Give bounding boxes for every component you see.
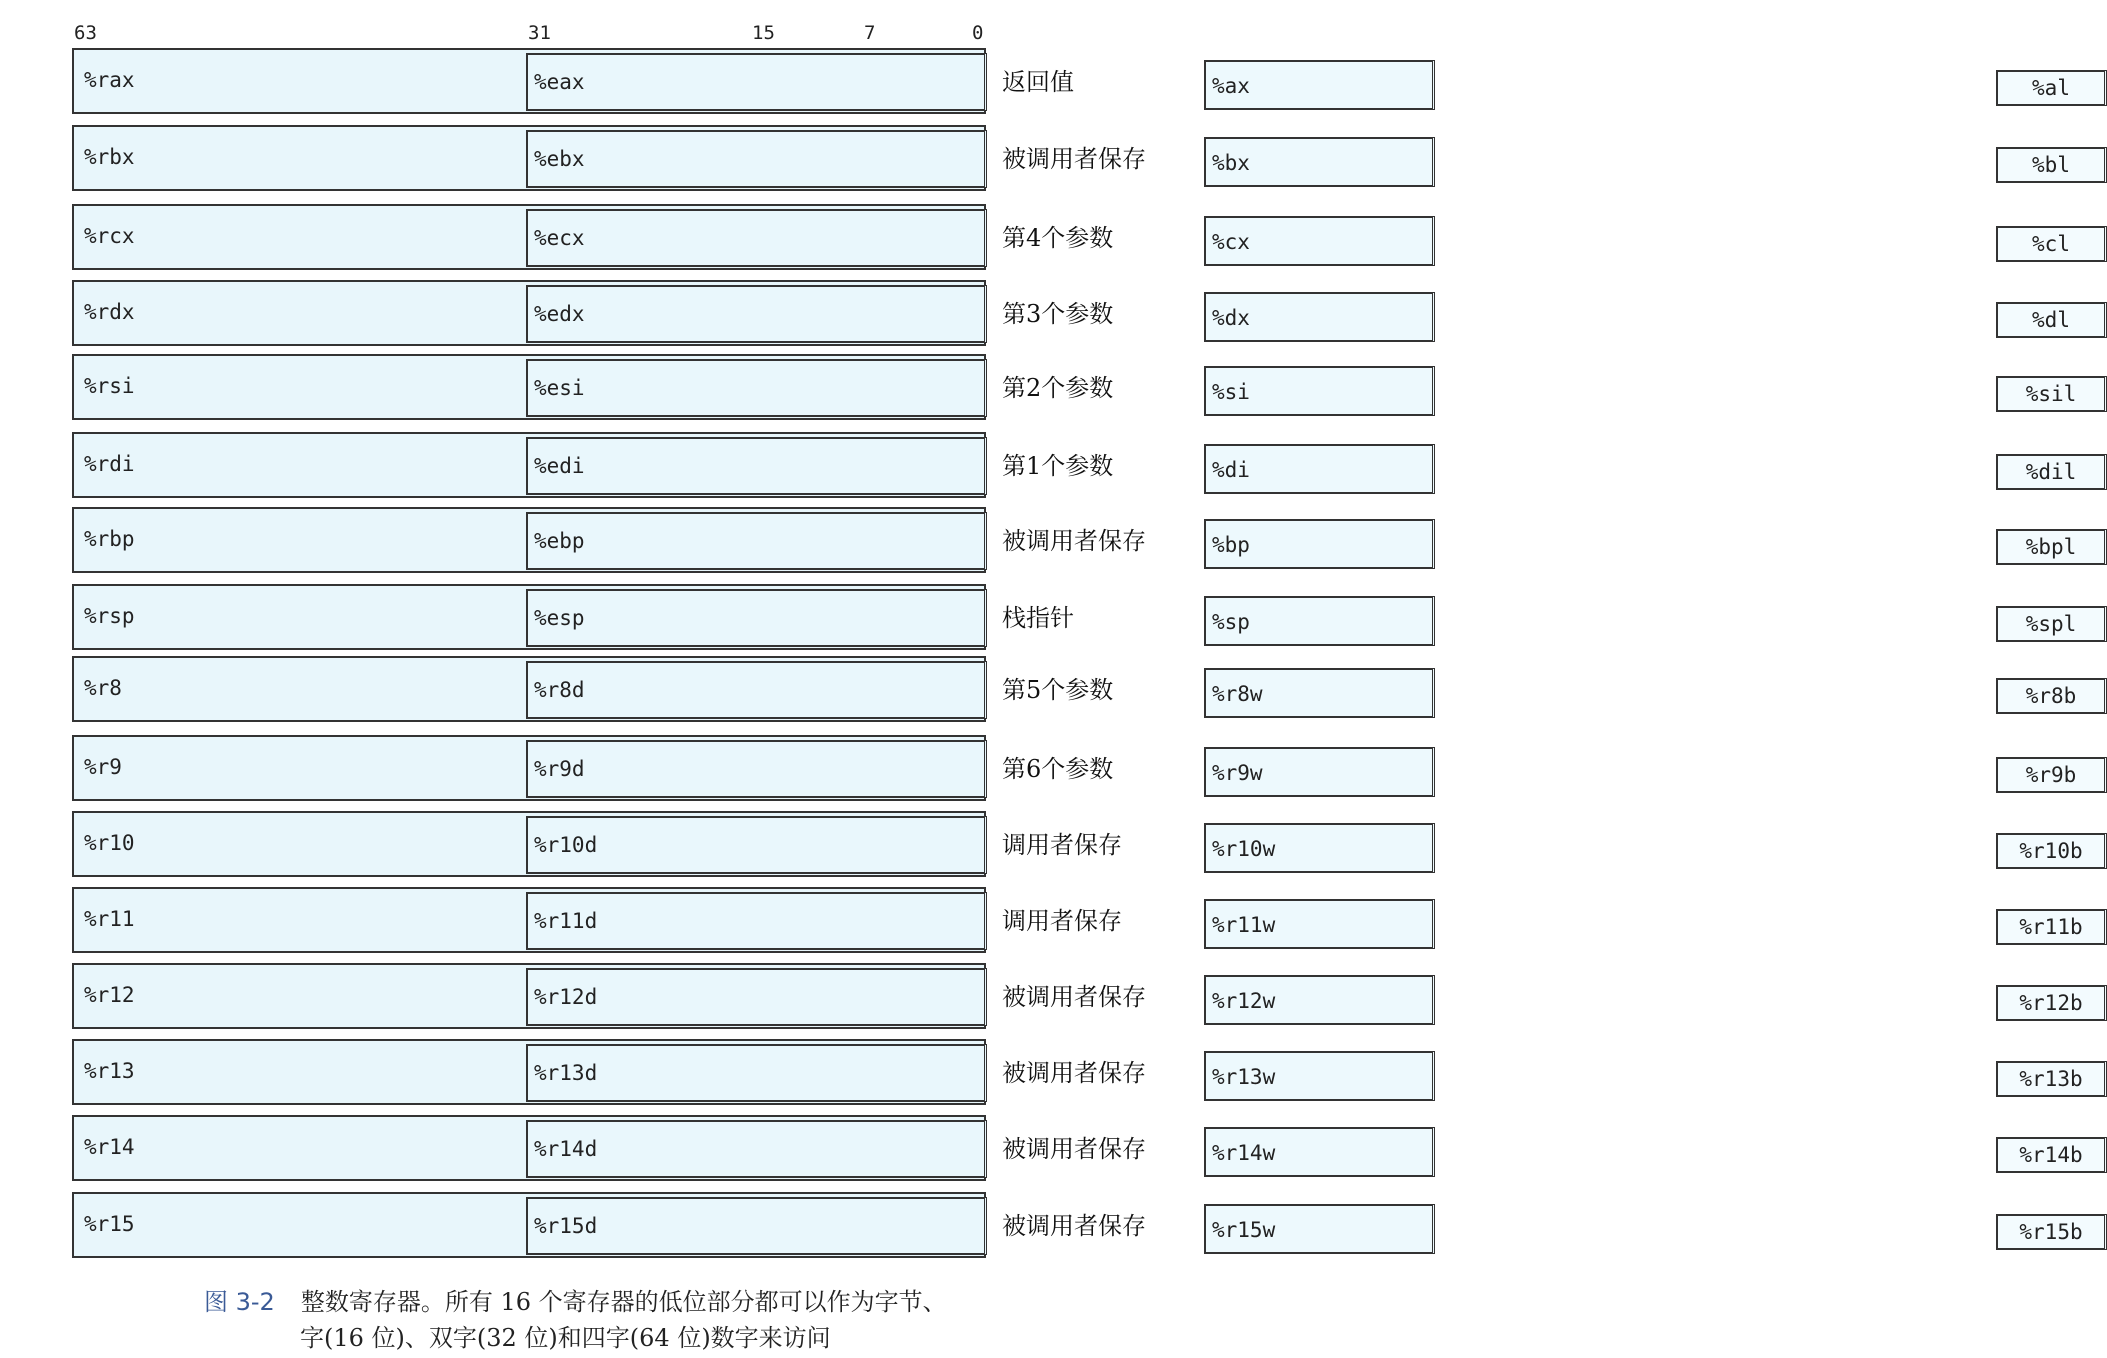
register-32bit-label: %edi: [534, 454, 585, 478]
register-8bit-label: %dl: [2032, 308, 2070, 332]
register-16bit-box: [1204, 1204, 2083, 1254]
register-32bit-label: %eax: [534, 70, 585, 94]
figure-number: 图 3-2: [204, 1288, 275, 1316]
register-8bit-label: %dil: [2025, 460, 2077, 484]
register-usage-note: 第6个参数: [1002, 755, 1114, 783]
register-16bit-label: %r14w: [1212, 1141, 1276, 1165]
register-32bit-label: %r13d: [534, 1061, 598, 1085]
register-usage-note: 调用者保存: [1002, 907, 1122, 935]
register-usage-note: 调用者保存: [1002, 831, 1122, 859]
register-8bit-box: [1996, 1061, 2107, 1097]
register-64bit-label: %rbx: [84, 145, 135, 169]
register-8bit-box: [1996, 1137, 2107, 1173]
register-32bit-label: %ebx: [534, 147, 585, 171]
register-16bit-box: [1204, 596, 2077, 646]
register-64bit-label: %rsp: [84, 604, 135, 628]
register-16bit-box: [1204, 519, 2077, 569]
register-32bit-label: %r9d: [534, 757, 585, 781]
register-row: [72, 125, 2070, 191]
register-row: [72, 1192, 2083, 1258]
register-row: [72, 204, 2070, 270]
register-16bit-box: [1204, 975, 2083, 1025]
register-8bit-box: [1996, 1214, 2107, 1250]
register-8bit-box: [1996, 678, 2107, 714]
register-8bit-box: [1996, 302, 2107, 338]
register-usage-note: 被调用者保存: [1002, 983, 1146, 1011]
register-usage-note: 第2个参数: [1002, 374, 1114, 402]
register-32bit-label: %esi: [534, 376, 585, 400]
register-64bit-label: %r8: [84, 676, 122, 700]
register-8bit-box: [1996, 226, 2107, 262]
register-8bit-box: [1996, 833, 2107, 869]
register-16bit-box: [1204, 668, 2077, 718]
bit-position-0: 0: [972, 22, 984, 44]
register-32bit-label: %r11d: [534, 909, 598, 933]
register-32bit-label: %edx: [534, 302, 585, 326]
register-64bit-label: %r14: [84, 1135, 135, 1159]
register-8bit-label: %r12b: [2019, 991, 2083, 1015]
register-usage-note: 返回值: [1002, 68, 1074, 96]
caption-line-1: [204, 1284, 947, 1320]
register-32bit-label: %r12d: [534, 985, 598, 1009]
register-16bit-label: %sp: [1212, 610, 1250, 634]
register-16bit-label: %si: [1212, 380, 1250, 404]
register-64bit-label: %r15: [84, 1212, 135, 1236]
register-16bit-label: %r9w: [1212, 761, 1263, 785]
register-row: [72, 432, 2077, 498]
register-usage-note: 被调用者保存: [1002, 145, 1146, 173]
register-usage-note: 第3个参数: [1002, 300, 1114, 328]
register-16bit-label: %ax: [1212, 74, 1250, 98]
register-8bit-label: %r15b: [2019, 1220, 2083, 1244]
register-8bit-box: [1996, 909, 2107, 945]
register-16bit-label: %r11w: [1212, 913, 1276, 937]
register-64bit-label: %rcx: [84, 224, 135, 248]
register-8bit-label: %spl: [2025, 612, 2077, 636]
register-16bit-label: %cx: [1212, 230, 1250, 254]
register-32bit-label: %r15d: [534, 1214, 598, 1238]
register-usage-note: 被调用者保存: [1002, 1059, 1146, 1087]
register-16bit-box: [1204, 444, 2077, 494]
register-usage-note: 被调用者保存: [1002, 1212, 1146, 1240]
register-32bit-label: %r10d: [534, 833, 598, 857]
register-16bit-label: %r12w: [1212, 989, 1276, 1013]
register-16bit-label: %r15w: [1212, 1218, 1276, 1242]
register-usage-note: 第5个参数: [1002, 676, 1114, 704]
register-64bit-label: %rax: [84, 68, 135, 92]
bit-position-15: 15: [752, 22, 775, 44]
register-8bit-box: [1996, 454, 2107, 490]
figure-caption: [204, 1284, 947, 1356]
register-64bit-label: %rdi: [84, 452, 135, 476]
register-8bit-label: %bl: [2032, 153, 2070, 177]
caption-line-2: 字(16 位)、双字(32 位)和四字(64 位)数字来访问: [300, 1324, 831, 1352]
bit-position-63: 63: [74, 22, 97, 44]
bit-position-31: 31: [528, 22, 551, 44]
register-row: [72, 507, 2077, 573]
register-row: [72, 584, 2077, 650]
register-32bit-label: %r8d: [534, 678, 585, 702]
register-row: [72, 354, 2077, 420]
register-8bit-box: [1996, 606, 2107, 642]
register-16bit-label: %dx: [1212, 306, 1250, 330]
register-8bit-box: [1996, 529, 2107, 565]
register-8bit-label: %sil: [2025, 382, 2077, 406]
register-64bit-label: %rbp: [84, 527, 135, 551]
register-64bit-label: %r10: [84, 831, 135, 855]
register-8bit-label: %bpl: [2025, 535, 2077, 559]
register-16bit-box: [1204, 1051, 2083, 1101]
register-usage-note: 被调用者保存: [1002, 1135, 1146, 1163]
register-32bit-label: %ebp: [534, 529, 585, 553]
register-16bit-box: [1204, 899, 2083, 949]
register-8bit-label: %al: [2032, 76, 2070, 100]
register-8bit-box: [1996, 985, 2107, 1021]
register-16bit-box: [1204, 366, 2077, 416]
register-row: [72, 887, 2083, 953]
register-64bit-label: %r12: [84, 983, 135, 1007]
register-8bit-label: %r11b: [2019, 915, 2083, 939]
register-row: [72, 963, 2083, 1029]
register-8bit-label: %r9b: [2025, 763, 2077, 787]
register-usage-note: 第1个参数: [1002, 452, 1114, 480]
register-16bit-label: %bp: [1212, 533, 1250, 557]
register-8bit-label: %r13b: [2019, 1067, 2083, 1091]
register-row: [72, 1115, 2083, 1181]
register-8bit-label: %cl: [2032, 232, 2070, 256]
register-8bit-label: %r14b: [2019, 1143, 2083, 1167]
register-16bit-box: [1204, 216, 2070, 266]
register-8bit-box: [1996, 147, 2107, 183]
register-8bit-label: %r8b: [2025, 684, 2077, 708]
register-64bit-label: %rsi: [84, 374, 135, 398]
register-row: [72, 48, 2070, 114]
register-32bit-label: %esp: [534, 606, 585, 630]
register-row: [72, 811, 2083, 877]
register-16bit-box: [1204, 292, 2070, 342]
register-usage-note: 第4个参数: [1002, 224, 1114, 252]
register-16bit-label: %r10w: [1212, 837, 1276, 861]
register-64bit-label: %r11: [84, 907, 135, 931]
register-row: [72, 735, 2077, 801]
register-16bit-label: %di: [1212, 458, 1250, 482]
register-8bit-box: [1996, 757, 2107, 793]
register-64bit-label: %rdx: [84, 300, 135, 324]
register-8bit-box: [1996, 70, 2107, 106]
register-64bit-label: %r13: [84, 1059, 135, 1083]
register-16bit-box: [1204, 1127, 2083, 1177]
caption-text-1: 整数寄存器。所有 16 个寄存器的低位部分都可以作为字节、: [300, 1288, 947, 1316]
register-16bit-box: [1204, 137, 2070, 187]
register-16bit-box: [1204, 747, 2077, 797]
register-16bit-label: %bx: [1212, 151, 1250, 175]
register-8bit-label: %r10b: [2019, 839, 2083, 863]
register-usage-note: 被调用者保存: [1002, 527, 1146, 555]
register-16bit-box: [1204, 60, 2070, 110]
register-16bit-label: %r13w: [1212, 1065, 1276, 1089]
bit-position-7: 7: [864, 22, 876, 44]
register-row: [72, 1039, 2083, 1105]
register-32bit-label: %r14d: [534, 1137, 598, 1161]
register-16bit-label: %r8w: [1212, 682, 1263, 706]
register-row: [72, 280, 2070, 346]
register-usage-note: 栈指针: [1002, 604, 1074, 632]
register-row: [72, 656, 2077, 722]
register-32bit-label: %ecx: [534, 226, 585, 250]
register-8bit-box: [1996, 376, 2107, 412]
register-64bit-label: %r9: [84, 755, 122, 779]
register-16bit-box: [1204, 823, 2083, 873]
